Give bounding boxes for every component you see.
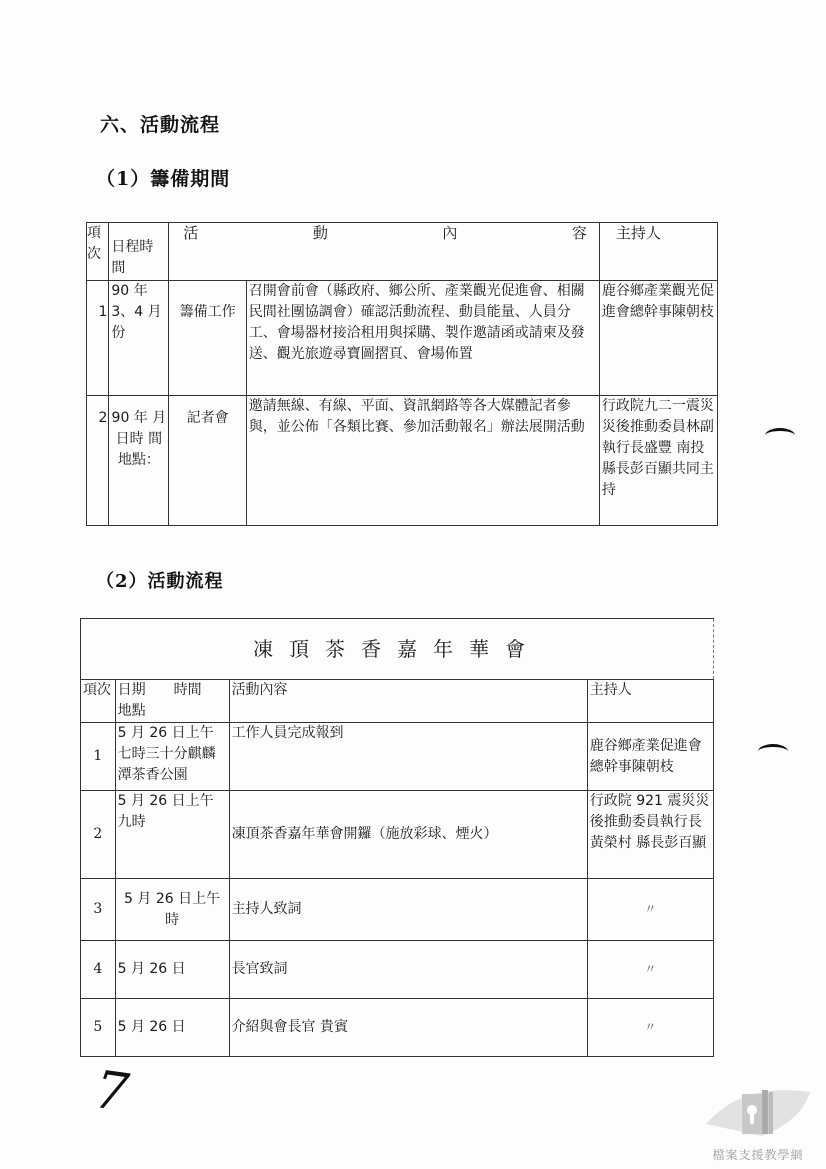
header-index: 項次	[87, 223, 109, 281]
header-index: 項次	[81, 680, 116, 723]
row-index: 3	[81, 879, 116, 941]
header-activity-char: 活	[183, 224, 199, 242]
row-host: 行政院 921 震災災後推動委員執行長黃榮村 縣長彭百顯	[587, 791, 713, 879]
row-schedule: 90 年 3、4 月份	[109, 281, 169, 396]
row-host: 〃	[587, 941, 713, 999]
prep-header-row	[87, 223, 718, 281]
row-host: 〃	[587, 879, 713, 941]
row-index: 5	[81, 999, 116, 1057]
table-row	[81, 941, 714, 999]
header-schedule: 日程時間	[109, 223, 169, 281]
scan-mark-icon	[758, 744, 788, 759]
row-datetime: 5 月 26 日上午九時	[115, 791, 229, 879]
event-title: 凍頂茶香嘉年華會	[81, 619, 714, 680]
header-host: 主持人	[599, 223, 717, 281]
header-activity-char: 動	[312, 224, 328, 242]
book-keyhole-icon	[702, 1080, 814, 1144]
row-datetime: 5 月 26 日上午七時三十分麒麟潭茶香公園	[115, 723, 229, 791]
row-index: 2	[87, 396, 109, 526]
header-location: 地點	[117, 703, 146, 719]
row-host: 行政院九二一震災災後推動委員林副執行長盛豐 南投縣長彭百顯共同主持	[599, 396, 717, 526]
row-host: 鹿谷鄉產業促進會總幹事陳朝枝	[587, 723, 713, 791]
row-index: 4	[81, 941, 116, 999]
flow-header-row	[81, 680, 714, 723]
header-date: 日期 時間	[117, 682, 202, 698]
row-host: 〃	[587, 999, 713, 1057]
section-title: 六、活動流程	[100, 114, 221, 136]
row-host: 鹿谷鄉產業觀光促進會總幹事陳朝枝	[599, 281, 717, 396]
row-content: 介紹與會長官 貴賓	[229, 999, 587, 1057]
table-row	[87, 396, 718, 526]
row-datetime: 5 月 26 日	[115, 999, 229, 1057]
header-host: 主持人	[587, 680, 713, 723]
header-activity-char: 容	[571, 224, 587, 242]
row-datetime: 5 月 26 日	[115, 941, 229, 999]
watermark-logo	[702, 1080, 814, 1165]
prep-table	[86, 222, 718, 526]
row-content: 邀請無線、有線、平面、資訊網路等各大媒體記者參與，並公佈「各類比賽、參加活動報名」辦法展開活動	[246, 396, 599, 526]
row-item: 籌備工作	[169, 281, 246, 396]
row-content: 凍頂茶香嘉年華會開鑼（施放彩球、煙火）	[229, 791, 587, 879]
event-title-row	[81, 619, 714, 680]
flow-heading: （2）活動流程	[96, 571, 224, 592]
table-row	[81, 791, 714, 879]
table-row	[81, 879, 714, 941]
row-datetime: 5 月 26 日上午 時	[115, 879, 229, 941]
table-row	[87, 281, 718, 396]
flow-table	[80, 618, 714, 1057]
header-activity-char: 內	[442, 224, 458, 242]
scan-mark-icon	[765, 428, 795, 443]
row-content: 工作人員完成報到	[229, 723, 587, 791]
row-index: 1	[87, 281, 109, 396]
header-datetime	[115, 680, 229, 723]
row-schedule: 90 年 月 日時 間 地點：	[109, 396, 169, 526]
row-content: 召開會前會（縣政府、鄉公所、產業觀光促進會、相關民間社團協調會）確認活動流程、動員能量、人員分工、會場器材接洽租用與採購、製作邀請函或請柬及發送、觀光旅遊尋寶圖摺頁、會場佈置	[246, 281, 599, 396]
prep-heading: （1）籌備期間	[96, 168, 231, 190]
row-index: 1	[81, 723, 116, 791]
row-item: 記者會	[169, 396, 246, 526]
table-row	[81, 723, 714, 791]
table-row	[81, 999, 714, 1057]
row-content: 長官致詞	[229, 941, 587, 999]
header-content: 活動內容	[229, 680, 587, 723]
handwritten-page-number: 7	[90, 1059, 133, 1125]
watermark-text: 檔案支援教學網	[712, 1148, 804, 1162]
row-content: 主持人致詞	[229, 879, 587, 941]
row-index: 2	[81, 791, 116, 879]
header-activity	[169, 223, 600, 281]
